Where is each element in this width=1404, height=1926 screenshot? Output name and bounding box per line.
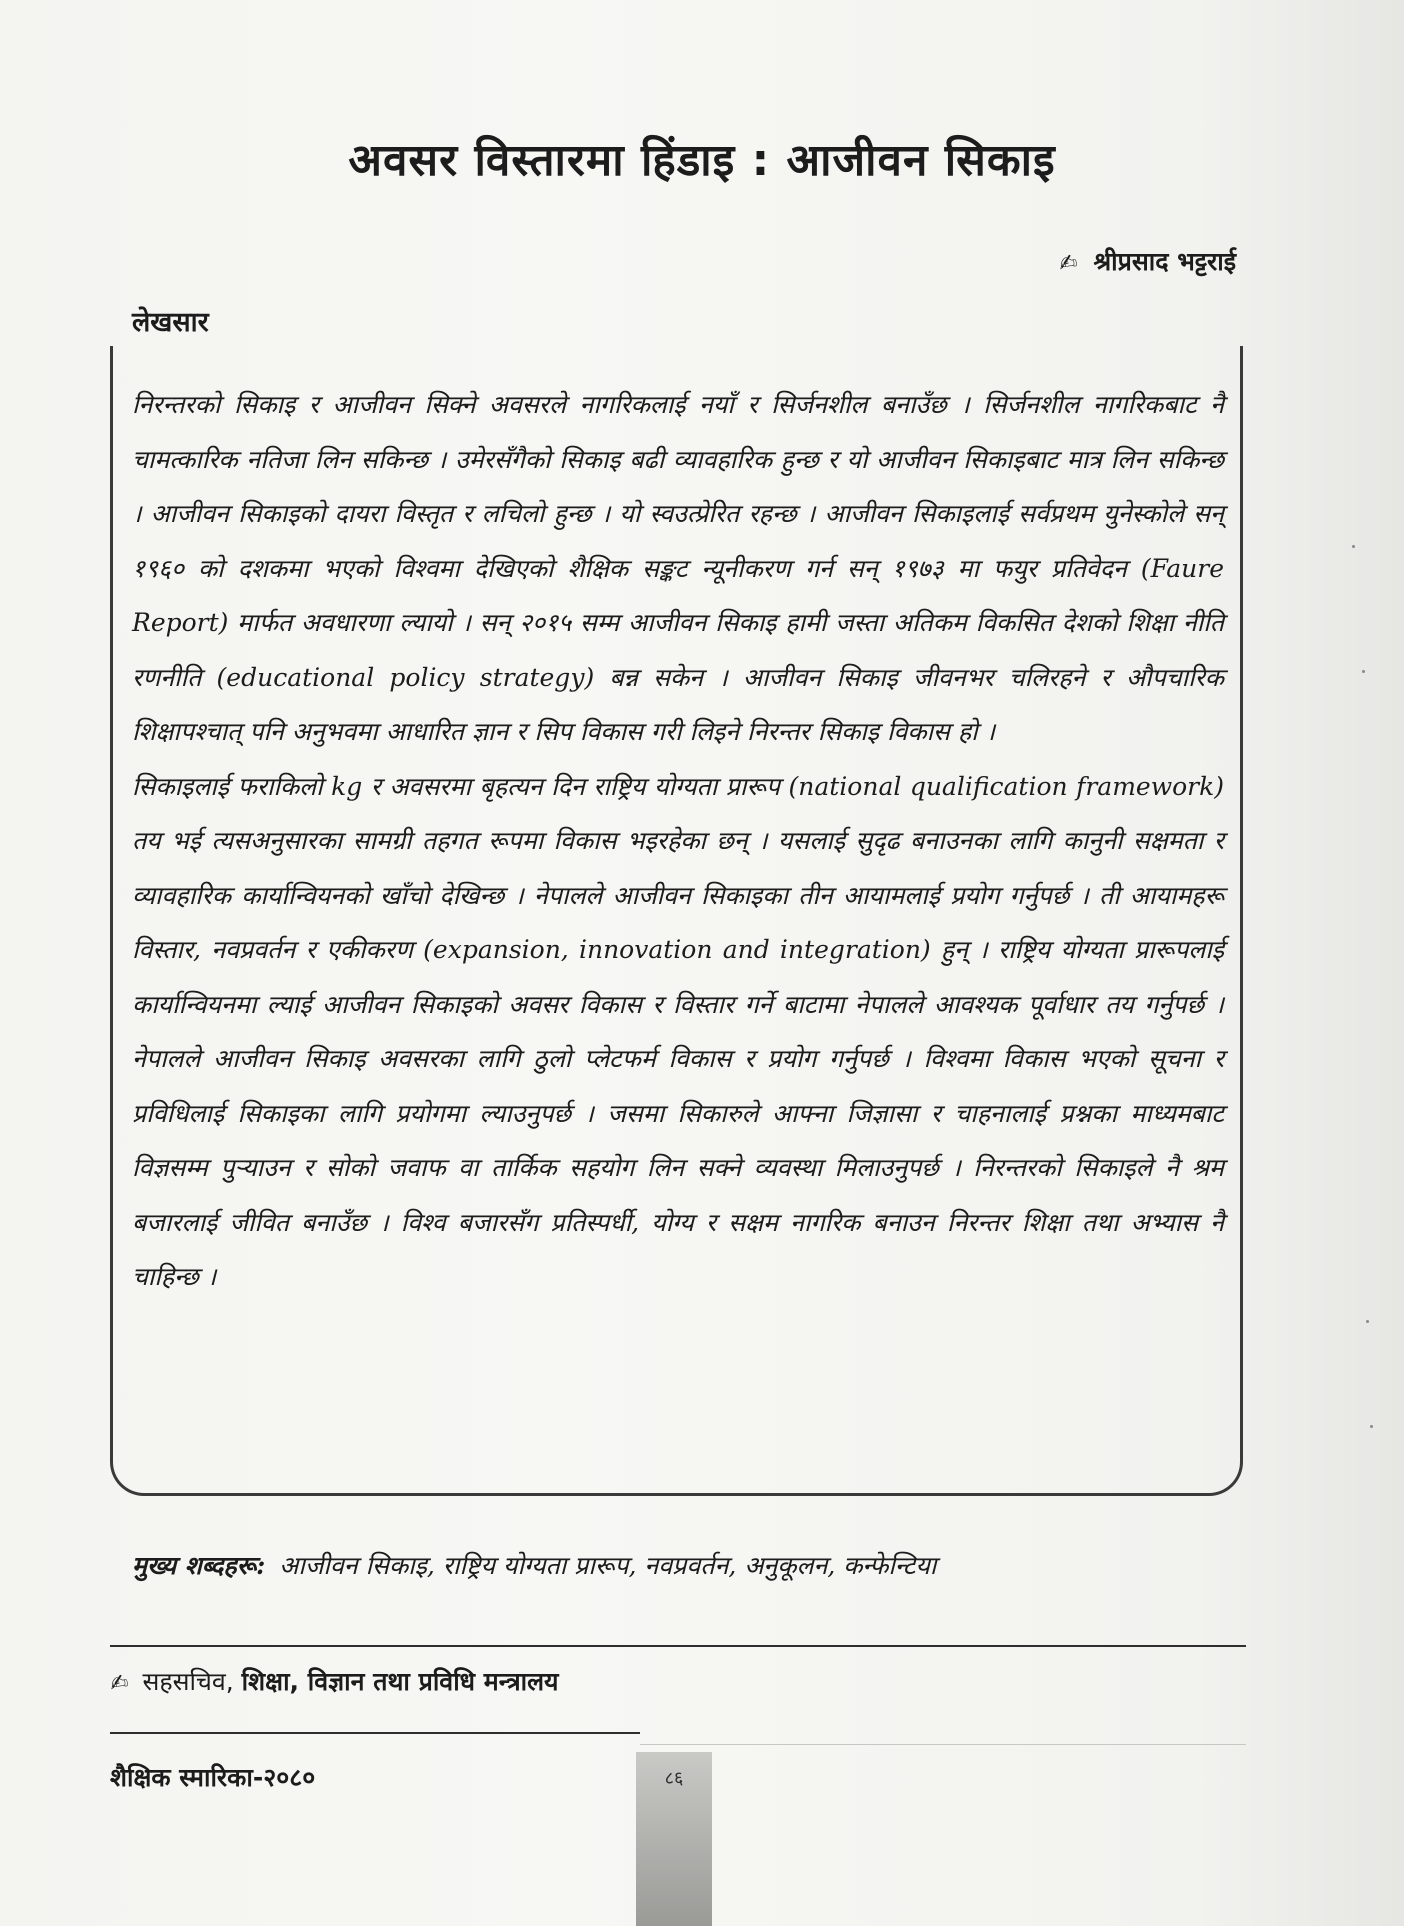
pen-icon: ✍ — [108, 1669, 131, 1698]
abstract-heading: लेखसार — [132, 307, 209, 338]
keywords-label: मुख्य शब्दहरू: — [132, 1551, 266, 1580]
affiliation-prefix: सहसचिव, — [142, 1667, 234, 1696]
scan-speck — [1362, 670, 1365, 673]
page-number-tab — [636, 1752, 712, 1926]
divider — [640, 1744, 1246, 1745]
scan-speck — [1370, 1425, 1373, 1428]
scan-speck — [1352, 545, 1355, 548]
author-name: श्रीप्रसाद भट्टराई — [1093, 247, 1236, 276]
author-affiliation — [110, 1664, 559, 1698]
scan-speck — [1366, 1320, 1369, 1323]
abstract-paragraph: सिकाइलाई फराकिलो kg र अवसरमा बृहत्यन दिन राष्ट्रिय योग्यता प्रारूप (national qualification framework) तय भई त्यसअनुसारका सामग्री तहगत रूपमा विकास भइरहेका छन् । यसलाई सुदृढ बनाउनका लागि कानुनी सक्षमता र व्यावहारिक कार्यान्वियनको खाँचो देखिन्छ । नेपालले आजीवन सिकाइका तीन आयामलाई प्रयोग गर्नुपर्छ । ती आयामहरू विस्तार, नवप्रवर्तन र एकीकरण (expansion, innovation and integration) हुन् । राष्ट्रिय योग्यता प्रारूपलाई कार्यान्वियनमा ल्याई आजीवन सिकाइको अवसर विकास र विस्तार गर्ने बाटामा नेपालले आवश्यक पूर्वाधार तय गर्नुपर्छ । नेपालले आजीवन सिकाइ अवसरका लागि ठुलो प्लेटफर्म विकास र प्रयोग गर्नुपर्छ । विश्वमा विकास भएको सूचना र प्रविधिलाई सिकाइका लागि प्रयोगमा ल्याउनुपर्छ । जसमा सिकारुले आफ्ना जिज्ञासा र चाहनालाई प्रश्नका माध्यमबाट विज्ञसम्म पुऱ्याउन र सोको जवाफ वा तार्किक सहयोग लिन सक्ने व्यवस्था मिलाउनुपर्छ । निरन्तरको सिकाइले नै श्रम बजारलाई जीवित बनाउँछ । विश्व बजारसँग प्रतिस्पर्धी, योग्य र सक्षम नागरिक बनाउन निरन्तर शिक्षा तथा अभ्यास नै चाहिन्छ । — [132, 771, 1224, 1291]
page-number: ८६ — [664, 1768, 684, 1789]
divider — [110, 1645, 1246, 1647]
keywords-line — [132, 1548, 1232, 1582]
pen-icon: ✍ — [1057, 249, 1080, 278]
abstract-body — [132, 378, 1224, 1305]
divider — [110, 1732, 640, 1734]
keywords-text: आजीवन सिकाइ, राष्ट्रिय योग्यता प्रारूप, नवप्रवर्तन, अनुकूलन, कन्फेन्टिया — [279, 1551, 937, 1580]
abstract-paragraph: निरन्तरको सिकाइ र आजीवन सिक्ने अवसरले नागरिकलाई नयाँ र सिर्जनशील बनाउँछ । सिर्जनशील नागरिकबाट नै चामत्कारिक नतिजा लिन सकिन्छ । उमेरसँगैको सिकाइ बढी व्यावहारिक हुन्छ र यो आजीवन सिकाइबाट मात्र लिन सकिन्छ । आजीवन सिकाइको दायरा विस्तृत र लचिलो हुन्छ । यो स्वउत्प्रेरित रहन्छ । आजीवन सिकाइलाई सर्वप्रथम युनेस्कोले सन् १९६० को दशकमा भएको विश्वमा देखिएको शैक्षिक सङ्कट न्यूनीकरण गर्न सन् १९७३ मा फयुर प्रतिवेदन (Faure Report) मार्फत अवधारणा ल्यायो । सन् २०१५ सम्म आजीवन सिकाइ हामी जस्ता अतिकम विकसित देशको शिक्षा नीति रणनीति (educational policy strategy) बन्न सकेन । आजीवन सिकाइ जीवनभर चलिरहने र औपचारिक शिक्षापश्चात् पनि अनुभवमा आधारित ज्ञान र सिप विकास गरी लिइने निरन्तर सिकाइ विकास हो । — [132, 390, 1224, 746]
author-line — [1059, 244, 1236, 278]
affiliation-name: शिक्षा, विज्ञान तथा प्रविधि मन्त्रालय — [241, 1667, 559, 1696]
article-title: अवसर विस्तारमा हिंडाइ : आजीवन सिकाइ — [348, 135, 1056, 186]
publication-title: शैक्षिक स्मारिका-२०८० — [110, 1763, 316, 1792]
